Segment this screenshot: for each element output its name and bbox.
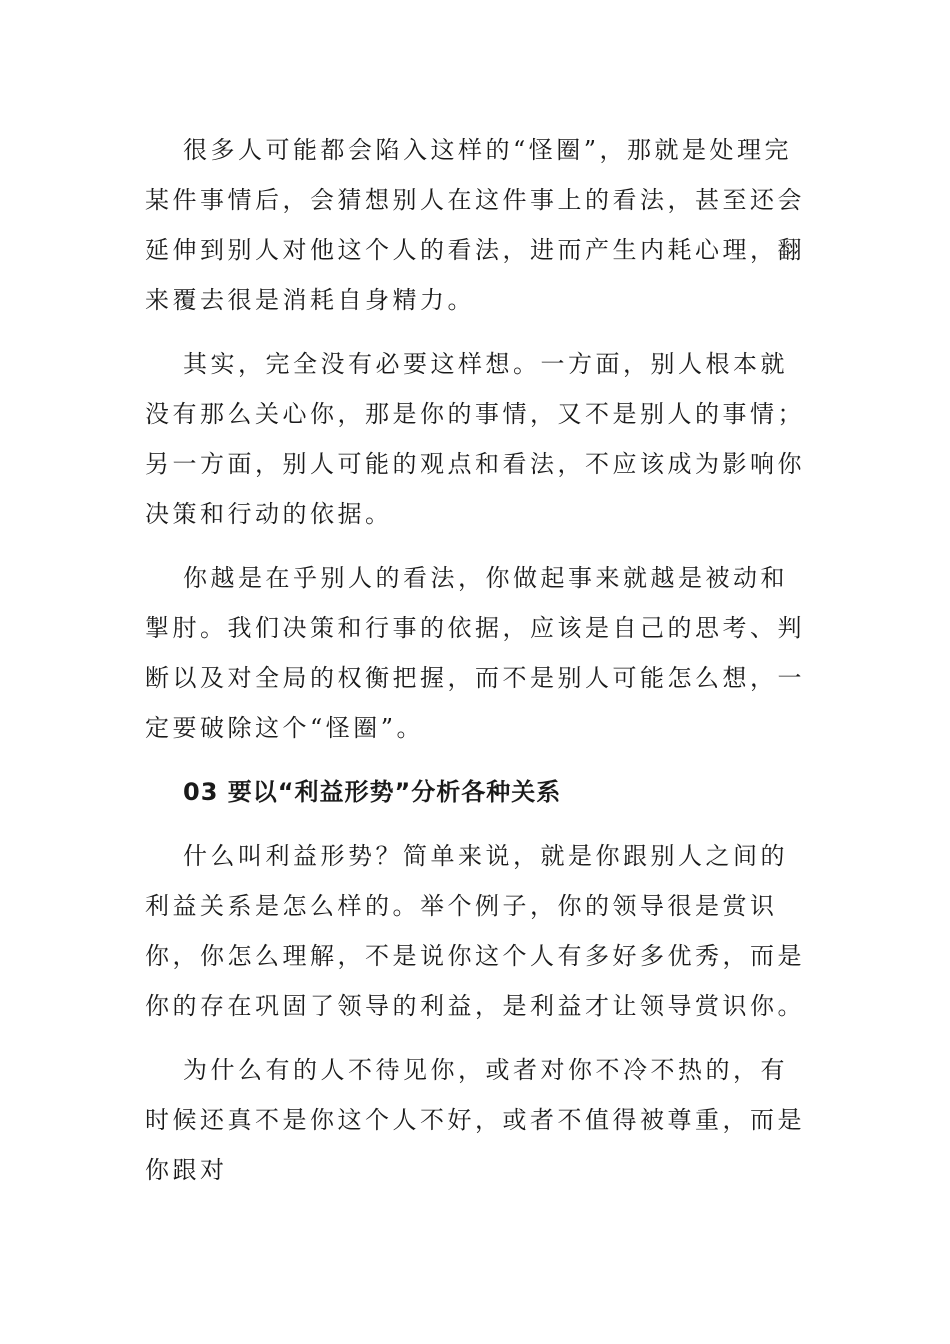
paragraph-5: 为什么有的人不待见你，或者对你不冷不热的，有时候还真不是你这个人不好，或者不值得被尊重，而是你跟对 xyxy=(145,1056,805,1184)
document-body xyxy=(145,125,809,1209)
section-heading: 03 要以“利益形势”分析各种关系 xyxy=(183,778,562,806)
paragraph-2: 其实，完全没有必要这样想。一方面，别人根本就没有那么关心你，那是你的事情，又不是别人的事情；另一方面，别人可能的观点和看法，不应该成为影响你决策和行动的依据。 xyxy=(145,350,805,528)
paragraph-1: 很多人可能都会陷入这样的“怪圈”，那就是处理完某件事情后，会猜想别人在这件事上的看法，甚至还会延伸到别人对他这个人的看法，进而产生内耗心理，翻来覆去很是消耗自身精力。 xyxy=(145,136,805,314)
paragraph-3: 你越是在乎别人的看法，你做起事来就越是被动和掣肘。我们决策和行事的依据，应该是自己的思考、判断以及对全局的权衡把握，而不是别人可能怎么想，一定要破除这个“怪圈”。 xyxy=(145,564,805,742)
paragraph-4: 什么叫利益形势？简单来说，就是你跟别人之间的利益关系是怎么样的。举个例子，你的领导很是赏识你，你怎么理解，不是说你这个人有多好多优秀，而是你的存在巩固了领导的利益，是利益才让领导赏识你。 xyxy=(145,842,805,1020)
